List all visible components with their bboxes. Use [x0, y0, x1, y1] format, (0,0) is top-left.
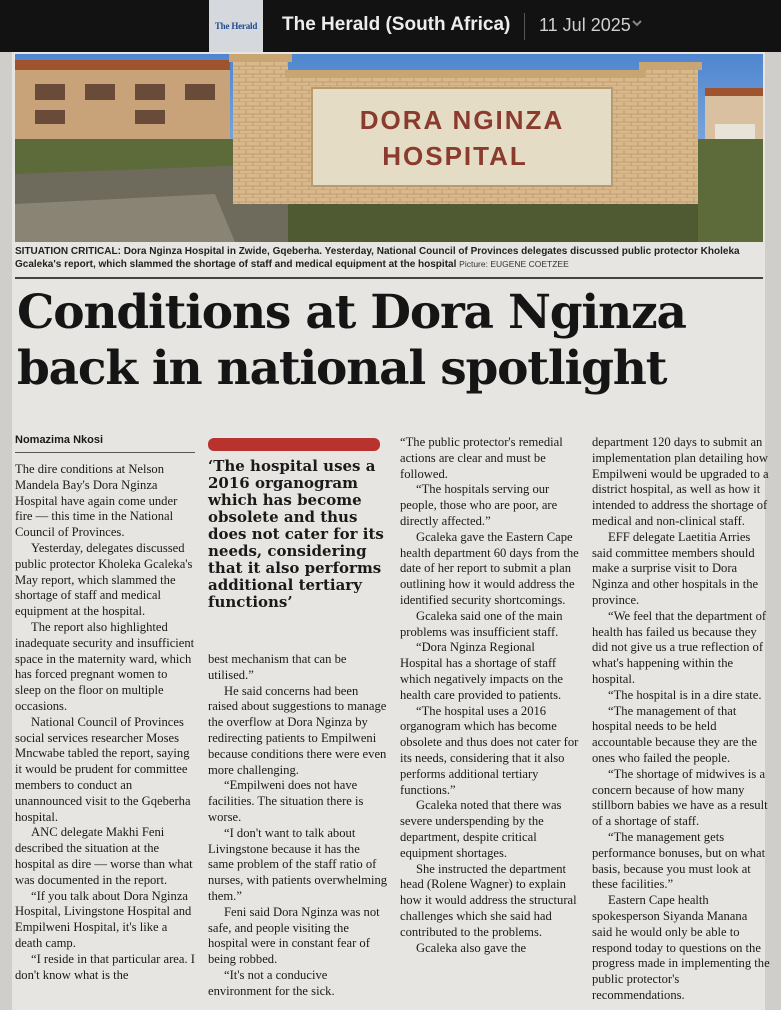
hospital-sign-image [15, 54, 763, 242]
article-paragraph: “Empilweni does not have facilities. The situation there is worse. [208, 778, 364, 824]
viewer-top-bar [0, 0, 781, 52]
caption-rule [15, 277, 763, 279]
article-paragraph: “I don't want to talk about Livingstone because it has the same problem of the staff ratio of nurses, with patients overwhelming them.” [208, 825, 388, 903]
article-paragraph: department 120 days to submit an implementation plan detailing how Empilweni would be upgraded to a district hospital, as well as how it intended to address the shortage of medical and non-clinical staff. [592, 435, 769, 528]
article-paragraph: Gcaleka gave the Eastern Cape health department 60 days from the date of her report to submit a plan outlining how it would address the identified security shortcomings. [400, 529, 579, 607]
article-paragraph: “I reside in that particular area. I don't know what is the [15, 951, 195, 982]
article-paragraph: Eastern Cape health spokesperson Siyanda Manana said he would only be able to respond today to questions on the progress made in implementing the public protector's recommendations. [592, 893, 770, 1002]
article-paragraph: Gcaleka noted that there was severe underspending by the department, despite critical equipment shortages. [400, 798, 562, 860]
article-paragraph: Yesterday, delegates discussed public protector Kholeka Gcaleka's May report, which slammed the shortage of staff and medical equipment at the hospital. [15, 540, 193, 619]
article-column-3 [400, 435, 580, 956]
article-paragraph: EFF delegate Laetitia Arries said committee members should make a surprise visit to Dora Nginza and other hospitals in the province. [592, 529, 759, 607]
article-paragraph: “The hospital uses a 2016 organogram which has become obsolete and thus does not cater for its needs, considering that it also performs additional tertiary functions.” [400, 703, 579, 797]
article-paragraph: He said concerns had been raised about suggestions to manage the overflow at Dora Nginza by redirecting patients to Empilweni because conditions there were even more challenging. [208, 683, 387, 777]
article-paragraph: The report also highlighted inadequate security and insufficient space in the maternity ward, which has forced pregnant women to sleep on the floor on multiple occasions. [15, 619, 195, 713]
article-paragraph: She instructed the department head (Rolene Wagner) to explain how it would address the structural challenges which she said had contributed to the problems. [400, 861, 577, 939]
chevron-down-icon[interactable] [631, 17, 643, 29]
article-paragraph: “We feel that the department of health has failed us because they did not give us a true reflection of what's happening within the hospital. [592, 608, 767, 686]
article-paragraph: “If you talk about Dora Nginza Hospital, Livingstone Hospital and Empilweni Hospital, it's like a death camp. [15, 888, 192, 950]
issue-date[interactable]: 11 Jul 2025 [539, 15, 631, 35]
article-paragraph: best mechanism that can be utilised.” [208, 652, 347, 682]
article-paragraph: “The shortage of midwives is a concern because of how many stillborn babies we have as a result of a shortage of staff. [592, 766, 768, 829]
article-paragraph: “Dora Nginza Regional Hospital has a shortage of staff which negatively impacts on the health care provided to patients. [400, 640, 563, 702]
article-paragraph: “The hospitals serving our people, those who are poor, are directly affected.” [400, 482, 558, 528]
headline-line-2: back in national spotlight [17, 341, 667, 396]
hospital-photo [15, 54, 763, 242]
article-paragraph: “The management of that hospital needs to be held accountable because they are the ones who failed the people. [592, 703, 758, 765]
caption-text: SITUATION CRITICAL: Dora Nginza Hospital in Zwide, Gqeberha. Yesterday, National Council of Provinces delegates discussed public protector Kholeka Gcaleka's report, which slammed the shortage of staff and medical equipment at the hospital [15, 246, 740, 270]
article-paragraph: “The hospital is in a dire state. [608, 687, 762, 702]
headline-line-1: Conditions at Dora Nginza [17, 285, 686, 340]
sign-text-line2: HOSPITAL [382, 141, 528, 171]
article-paragraph: Feni said Dora Nginza was not safe, and people visiting the hospital were in constant fear of being robbed. [208, 904, 380, 967]
article-paragraph: “The public protector's remedial actions are clear and must be followed. [400, 435, 563, 481]
page-edge-left [0, 52, 12, 1010]
article-paragraph: Gcaleka also gave the [416, 940, 527, 955]
byline: Nomazima Nkosi [15, 434, 104, 446]
pull-quote: ‘The hospital uses a 2016 organogram which has become obsolete and thus does not cater for its needs, considering that it also performs additional tertiary functions’ [208, 457, 384, 611]
article-paragraph: The dire conditions at Nelson Mandela Bay's Dora Nginza Hospital have again come under fire — this time in the National Council of Provinces. [15, 462, 178, 540]
article-paragraph: National Council of Provinces social services researcher Moses Mncwabe tabled the report, saying it would be prudent for committee members to conduct an unannounced visit to the Gqeberha hospital. [15, 714, 191, 824]
article-headline [17, 285, 757, 397]
article-paragraph: “It's not a conducive environment for the sick. [208, 967, 335, 998]
publication-title[interactable]: The Herald (South Africa) [282, 14, 511, 35]
pull-quote-accent [208, 438, 380, 451]
article-column-2 [208, 652, 388, 1000]
title-divider [524, 13, 525, 40]
article-paragraph: Gcaleka said one of the main problems was insufficient staff. [400, 608, 563, 639]
article-paragraph: ANC delegate Makhi Feni described the situation at the hospital as dire — worse than what was documented in the report. [15, 825, 193, 887]
article-column-4 [592, 435, 770, 1004]
byline-rule [15, 452, 195, 453]
article-paragraph: “The management gets performance bonuses, but on what basis, because you must look at these facilities.” [592, 829, 766, 892]
publication-logo[interactable] [209, 0, 263, 52]
newspaper-page [0, 52, 781, 1010]
photo-credit: Picture: EUGENE COETZEE [459, 259, 569, 269]
logo-text: The Herald [214, 21, 258, 31]
photo-caption [15, 245, 763, 271]
article-column-1 [15, 462, 195, 983]
sign-text-line1: DORA NGINZA [359, 105, 565, 135]
